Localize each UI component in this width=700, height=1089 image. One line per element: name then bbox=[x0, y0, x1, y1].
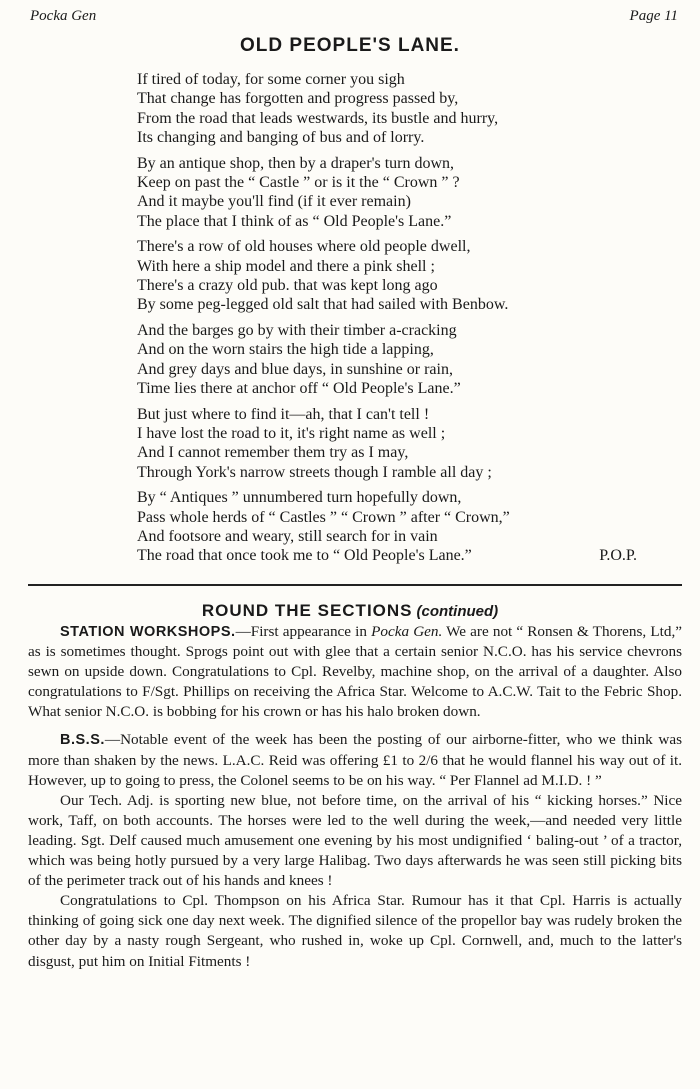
poem-stanza bbox=[137, 70, 637, 148]
poem-line: And it maybe you'll find (if it ever remain) bbox=[137, 193, 411, 211]
poem-body bbox=[137, 70, 637, 572]
paragraph-text: Our Tech. Adj. is sporting new blue, not before time, on the arrival of his “ kicking horses.” Nice work, Taff, on both accounts. The horses were led to the well during the week,—and needed very little leading. Sgt. Delf caused much amusement one evening by his most undignified ‘ baling-out ’ of a tractor, which was being hotly pursued by a very large Halibag. Two days afterwards he was seen still picking bits of the perimeter track out of his hands and knees ! bbox=[28, 791, 682, 890]
poem-line: By “ Antiques ” unnumbered turn hopefully down, bbox=[137, 489, 462, 507]
page-number: Page 11 bbox=[629, 8, 678, 24]
publication-name: Pocka Gen bbox=[30, 8, 97, 24]
poem-stanza bbox=[137, 405, 637, 483]
poem-line: Through York's narrow streets though I ramble all day ; bbox=[137, 463, 492, 481]
paragraph-lead: STATION WORKSHOPS. bbox=[60, 624, 236, 640]
poem-stanza bbox=[137, 237, 637, 315]
poem-line: Keep on past the “ Castle ” or is it the “ Crown ” ? bbox=[137, 174, 460, 192]
poem-line: And footsore and weary, still search for in vain bbox=[137, 527, 438, 545]
poem-signoff: P.O.P. bbox=[599, 547, 637, 565]
poem-line: And the barges go by with their timber a-cracking bbox=[137, 321, 457, 339]
paragraph-text: —First appearance in bbox=[235, 623, 372, 640]
paragraph-text: —Notable event of the week has been the posting of our airborne-fitter, who we think was more than shaken by the news. L.A.C. Reid was offering £1 to 2/6 that he would flannel his way out of it. However, up to going to press, the Colonel seems to be on his way. “ Per Flannel ad M.I.D. ! ” bbox=[28, 731, 682, 789]
paragraph-lead: B.S.S. bbox=[60, 732, 105, 749]
publication-name-inline: Pocka Gen. bbox=[371, 623, 443, 640]
poem-line: If tired of today, for some corner you sigh bbox=[137, 71, 405, 88]
section-heading bbox=[0, 601, 700, 621]
poem-stanza bbox=[137, 488, 637, 566]
poem-line: From the road that leads westwards, its bustle and hurry, bbox=[137, 109, 499, 127]
paragraph-congratulations bbox=[28, 891, 682, 971]
poem-line: And on the worn stairs the high tide a lapping, bbox=[137, 341, 434, 359]
section-title: ROUND THE SECTIONS bbox=[201, 601, 413, 620]
poem-line: The place that I think of as “ Old People's Lane.” bbox=[137, 212, 452, 230]
poem-line: Time lies there at anchor off “ Old People's Lane.” bbox=[137, 380, 461, 398]
paragraph-text: We are not “ Ronsen & Thorens, Ltd,” as is sometimes thought. Sprogs point out with glee that a certain senior N.C.O. has his service chevrons sewn on upside down. Congratulations to Cpl. Revelby, machine shop, on the arrival of a daughter. Also congratulations to F/Sgt. Phillips on receiving the Africa Star. Welcome to A.C.W. Tait to the Febric Shop. What senior N.C.O. is bobbing for his crown or has his halo broken down. bbox=[28, 623, 682, 721]
poem-line: And I cannot remember them try as I may, bbox=[137, 444, 409, 462]
poem-line: The road that once took me to “ Old People's Lane.” bbox=[137, 547, 472, 565]
poem-title: OLD PEOPLE'S LANE. bbox=[240, 35, 460, 56]
paragraph-bss bbox=[28, 730, 682, 790]
poem-line: I have lost the road to it, it's right name as well ; bbox=[137, 424, 446, 442]
poem-line: Its changing and banging of bus and of lorry. bbox=[137, 129, 425, 147]
poem-line: There's a row of old houses where old people dwell, bbox=[137, 238, 471, 256]
poem-line: By some peg-legged old salt that had sailed with Benbow. bbox=[137, 296, 509, 314]
poem-line: By an antique shop, then by a draper's turn down, bbox=[137, 154, 455, 172]
poem-line: There's a crazy old pub. that was kept long ago bbox=[137, 277, 438, 295]
poem-stanza bbox=[137, 154, 637, 232]
poem-line: But just where to find it—ah, that I can't tell ! bbox=[137, 405, 430, 423]
sections-body bbox=[28, 622, 682, 972]
paragraph-text: Congratulations to Cpl. Thompson on his Africa Star. Rumour has it that Cpl. Harris is actually thinking of going sick one day next week. The dignified silence of the propellor bay was rudely broken the other day by a nasty rough Sergeant, who rushed in, woke up Cpl. Cornwell, and, much to the latter's disgust, put him on Initial Fitments ! bbox=[28, 892, 682, 970]
poem-line: That change has forgotten and progress passed by, bbox=[137, 90, 459, 108]
section-continued-note: (continued) bbox=[416, 603, 499, 620]
poem-line: With here a ship model and there a pink shell ; bbox=[137, 257, 435, 275]
paragraph-tech-adj bbox=[28, 791, 682, 891]
page-header bbox=[30, 8, 678, 25]
poem-line: And grey days and blue days, in sunshine or rain, bbox=[137, 360, 453, 378]
paragraph-station-workshops bbox=[28, 622, 682, 722]
section-divider bbox=[28, 584, 682, 586]
poem-line: Pass whole herds of “ Castles ” “ Crown ” after “ Crown,” bbox=[137, 508, 510, 526]
poem-stanza bbox=[137, 321, 637, 399]
